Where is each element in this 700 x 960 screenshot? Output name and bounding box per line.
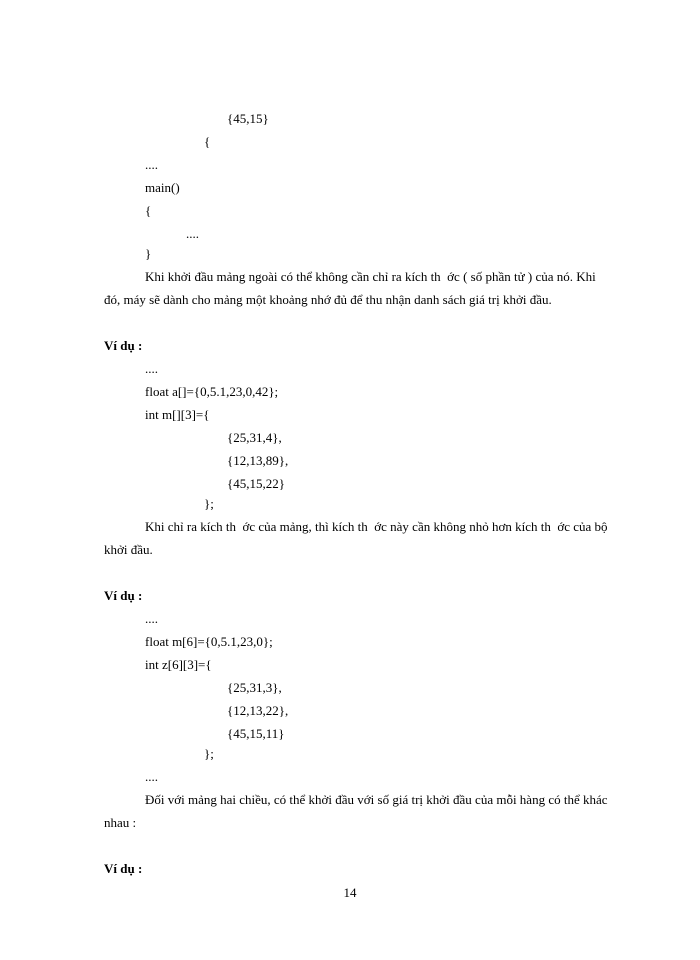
paragraph-line: Khi chỉ ra kích th ớc của mảng, thì kích th ớc này cần không nhỏ hơn kích th ớc của bộ — [145, 519, 608, 534]
code-line: {45,15} — [227, 111, 269, 126]
code-line: { — [204, 134, 211, 149]
code-line: .... — [145, 361, 158, 376]
paragraph-line: khởi đầu. — [104, 542, 153, 557]
code-line: float m[6]={0,5.1,23,0}; — [145, 634, 273, 649]
code-line: int m[][3]={ — [145, 407, 210, 422]
code-line: .... — [186, 226, 199, 241]
code-line: {25,31,4}, — [227, 430, 282, 445]
code-line: }; — [204, 496, 214, 511]
code-line: }; — [204, 746, 214, 761]
code-line: {12,13,89}, — [227, 453, 289, 468]
code-line: } — [145, 246, 152, 261]
code-line: .... — [145, 769, 158, 784]
example-heading: Ví dụ : — [104, 861, 143, 876]
code-line: .... — [145, 611, 158, 626]
page-number: 14 — [343, 885, 357, 900]
example-heading: Ví dụ : — [104, 588, 143, 603]
paragraph-line: nhau : — [104, 815, 137, 830]
code-line: {25,31,3}, — [227, 680, 282, 695]
code-line: float a[]={0,5.1,23,0,42}; — [145, 384, 279, 399]
code-line: .... — [145, 157, 158, 172]
paragraph-line: Khi khởi đầu mảng ngoài có thể không cần chỉ ra kích th ớc ( số phần tử ) của nó. Khi — [145, 269, 596, 284]
code-line: {12,13,22}, — [227, 703, 289, 718]
example-heading: Ví dụ : — [104, 338, 143, 353]
paragraph-line: đó, máy sẽ dành cho mảng một khoảng nhớ đủ để thu nhận danh sách giá trị khởi đầu. — [104, 292, 552, 307]
code-line: {45,15,22} — [227, 476, 285, 491]
code-line: int z[6][3]={ — [145, 657, 212, 672]
paragraph-line: Đối với mảng hai chiều, có thể khởi đầu với số giá trị khởi đầu của mỗi hàng có thể khác — [145, 792, 608, 807]
code-line: main() — [145, 180, 180, 195]
code-line: {45,15,11} — [227, 726, 285, 741]
code-line: { — [145, 203, 152, 218]
